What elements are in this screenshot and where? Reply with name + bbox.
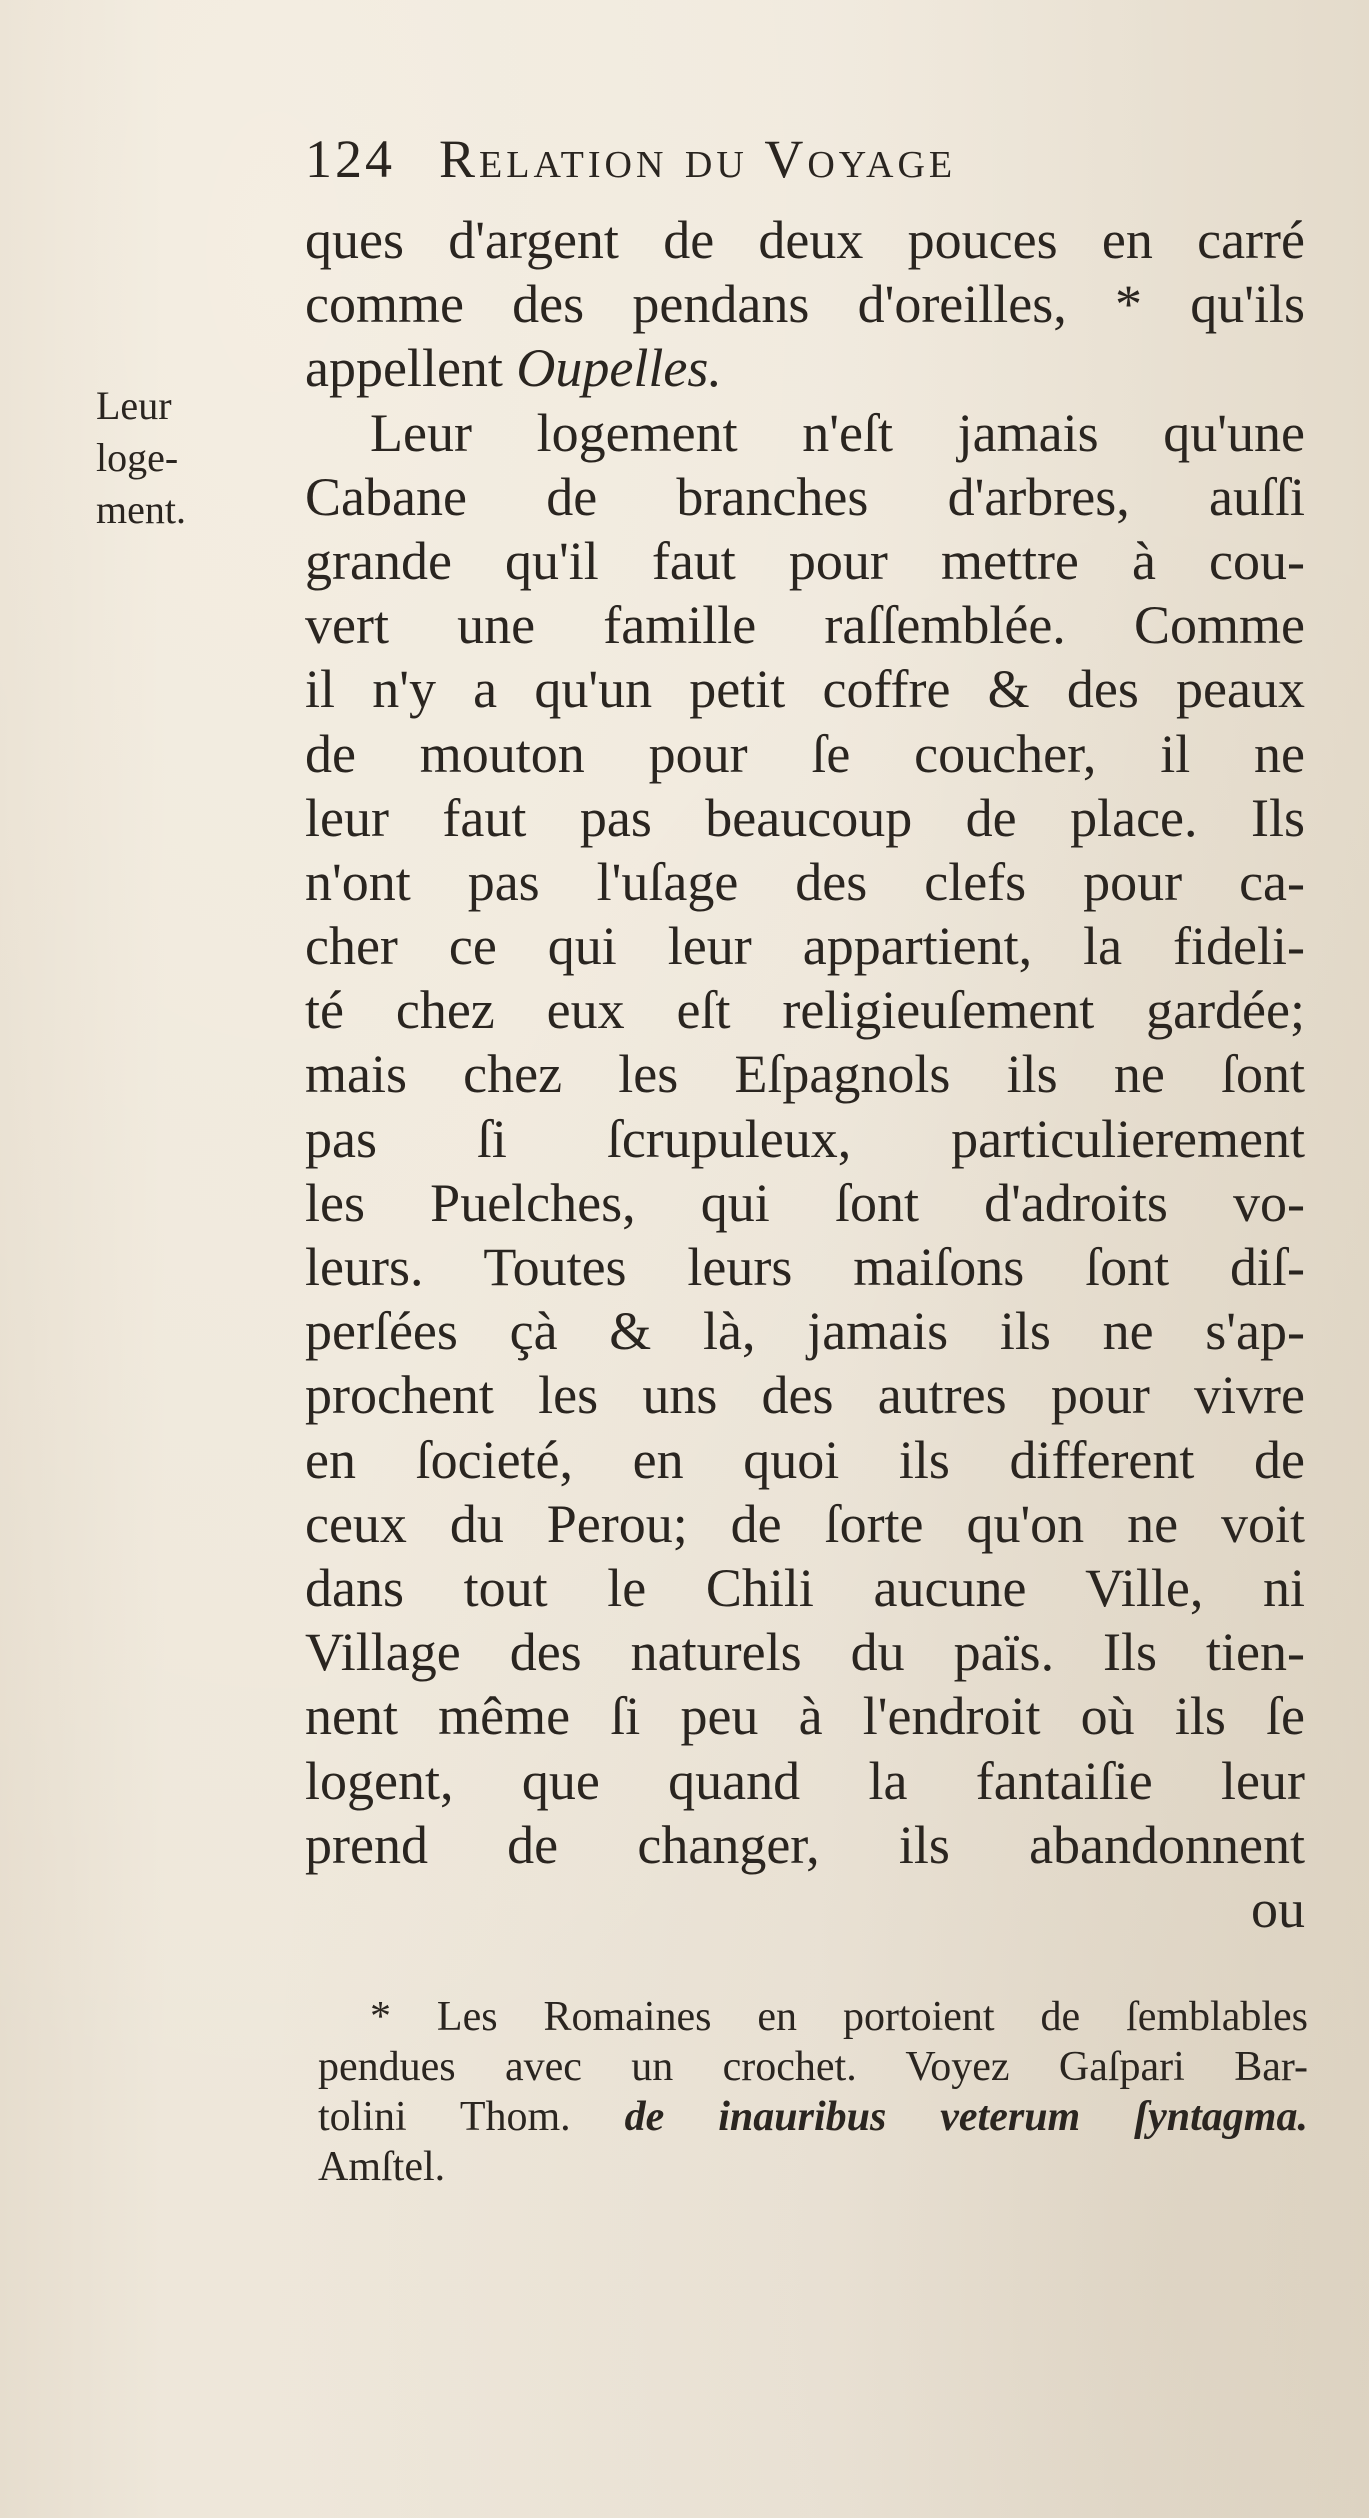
text-line: Village des naturels du païs. Ils tien- [305, 1622, 1305, 1683]
text-line: Cabane de branches d'arbres, auſſi [305, 466, 1305, 527]
text-line: té chez eux eſt religieuſement gardée; [305, 980, 1305, 1041]
text-line: mais chez les Eſpagnols ils ne ſont [305, 1044, 1305, 1105]
text-line: vert une famille raſſemblée. Comme [305, 595, 1305, 656]
catchword: ou [1251, 1878, 1305, 1939]
text-line: en ſocieté, en quoi ils different de [305, 1429, 1305, 1490]
text-line: leurs. Toutes leurs maiſons ſont diſ- [305, 1237, 1305, 1297]
text-line: dans tout le Chili aucune Ville, ni [305, 1557, 1305, 1618]
margin-note [96, 380, 186, 536]
text-fragment: appellent [305, 338, 517, 399]
text-line: Leur logement n'eſt jamais qu'une [370, 402, 1305, 463]
text-line: comme des pendans d'oreilles, * qu'ils [305, 274, 1305, 335]
text-line: n'ont pas l'uſage des clefs pour ca- [305, 851, 1305, 912]
text-line: cher ce qui leur appartient, la fideli- [305, 916, 1305, 977]
footnote-line: Amſtel. [318, 2144, 446, 2190]
running-title: Relation du Voyage [439, 129, 957, 189]
text-line: prend de changer, ils abandonnent [305, 1814, 1305, 1875]
margin-note-line: loge- [96, 435, 179, 480]
text-line: grande qu'il faut pour mettre à cou- [305, 530, 1305, 591]
footnote-line: * Les Romaines en portoient de ſemblables [370, 1994, 1308, 2040]
footnote [318, 1992, 1308, 2192]
text-line: ceux du Perou; de ſorte qu'on ne voit [305, 1493, 1305, 1554]
text-line: il n'y a qu'un petit coffre & des peaux [305, 659, 1305, 720]
italic-title: de inauribus veterum ſyntagma. [624, 2094, 1308, 2140]
text-line: de mouton pour ſe coucher, il ne [305, 723, 1305, 784]
footnote-line: pendues avec un crochet. Voyez Gaſpari Bar- [318, 2044, 1308, 2090]
body-text [305, 208, 1305, 1941]
text-line: pas ſi ſcrupuleux, particulierement [305, 1108, 1305, 1169]
text-line: logent, que quand la fantaiſie leur [305, 1750, 1305, 1811]
footnote-line [318, 2092, 1308, 2142]
text-line: les Puelches, qui ſont d'adroits vo- [305, 1172, 1305, 1233]
margin-note-line: ment. [96, 487, 186, 532]
text-line: leur faut pas beaucoup de place. Ils [305, 787, 1305, 848]
text-line: prochent les uns des autres pour vivre [305, 1365, 1305, 1426]
text-line: ques d'argent de deux pouces en carré [305, 210, 1305, 270]
italic-term: Oupelles. [516, 338, 722, 399]
text-line: perſées çà & là, jamais ils ne s'ap- [305, 1301, 1305, 1362]
running-head [305, 128, 956, 190]
page-number: 124 [305, 129, 395, 189]
text-fragment: tolini Thom. [318, 2094, 625, 2140]
text-line: nent même ſi peu à l'endroit où ils ſe [305, 1686, 1305, 1747]
margin-note-line: Leur [96, 383, 172, 428]
text-line [305, 336, 1305, 400]
